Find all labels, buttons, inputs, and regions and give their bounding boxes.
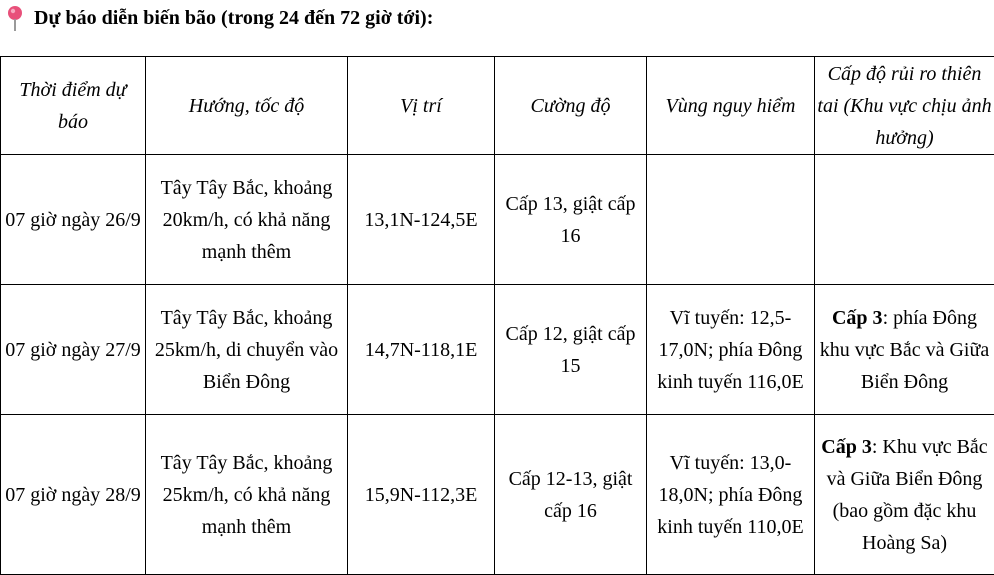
risk-level-label: Cấp 3 <box>832 307 883 329</box>
table-row <box>1 285 994 415</box>
header-direction: Hướng, tốc độ <box>146 57 348 155</box>
risk-level-text: : phía Đông khu vực Bắc và Giữa Biển Đông <box>820 307 989 393</box>
cell-danger-zone: Vĩ tuyến: 13,0-18,0N; phía Đông kinh tuyến 110,0E <box>647 415 815 575</box>
cell-position: 15,9N-112,3E <box>348 415 495 575</box>
header-risk-level: Cấp độ rủi ro thiên tai (Khu vực chịu ảnh hưởng) <box>815 57 994 155</box>
header-intensity: Cường độ <box>495 57 647 155</box>
cell-danger-zone <box>647 155 815 285</box>
table-row <box>1 415 994 575</box>
header-time: Thời điểm dự báo <box>1 57 146 155</box>
cell-risk-level <box>815 415 994 575</box>
section-heading <box>0 0 994 36</box>
header-position: Vị trí <box>348 57 495 155</box>
table-header-row <box>1 57 994 155</box>
cell-risk-level <box>815 155 994 285</box>
forecast-table <box>0 56 994 575</box>
cell-risk-level <box>815 285 994 415</box>
table-row <box>1 155 994 285</box>
cell-intensity: Cấp 12-13, giật cấp 16 <box>495 415 647 575</box>
cell-intensity: Cấp 12, giật cấp 15 <box>495 285 647 415</box>
map-pin-icon <box>4 4 26 32</box>
cell-direction: Tây Tây Bắc, khoảng 20km/h, có khả năng mạnh thêm <box>146 155 348 285</box>
cell-direction: Tây Tây Bắc, khoảng 25km/h, di chuyển vào Biển Đông <box>146 285 348 415</box>
risk-level-label: Cấp 3 <box>821 436 872 458</box>
cell-time: 07 giờ ngày 26/9 <box>1 155 146 285</box>
cell-intensity: Cấp 13, giật cấp 16 <box>495 155 647 285</box>
risk-level-text: : Khu vực Bắc và Giữa Biển Đông (bao gồm đặc khu Hoàng Sa) <box>827 436 988 554</box>
cell-danger-zone: Vĩ tuyến: 12,5-17,0N; phía Đông kinh tuyến 116,0E <box>647 285 815 415</box>
cell-time: 07 giờ ngày 27/9 <box>1 285 146 415</box>
cell-position: 14,7N-118,1E <box>348 285 495 415</box>
cell-direction: Tây Tây Bắc, khoảng 25km/h, có khả năng mạnh thêm <box>146 415 348 575</box>
header-danger-zone: Vùng nguy hiểm <box>647 57 815 155</box>
heading-title: Dự báo diễn biến bão (trong 24 đến 72 giờ tới): <box>34 7 433 30</box>
cell-time: 07 giờ ngày 28/9 <box>1 415 146 575</box>
cell-position: 13,1N-124,5E <box>348 155 495 285</box>
